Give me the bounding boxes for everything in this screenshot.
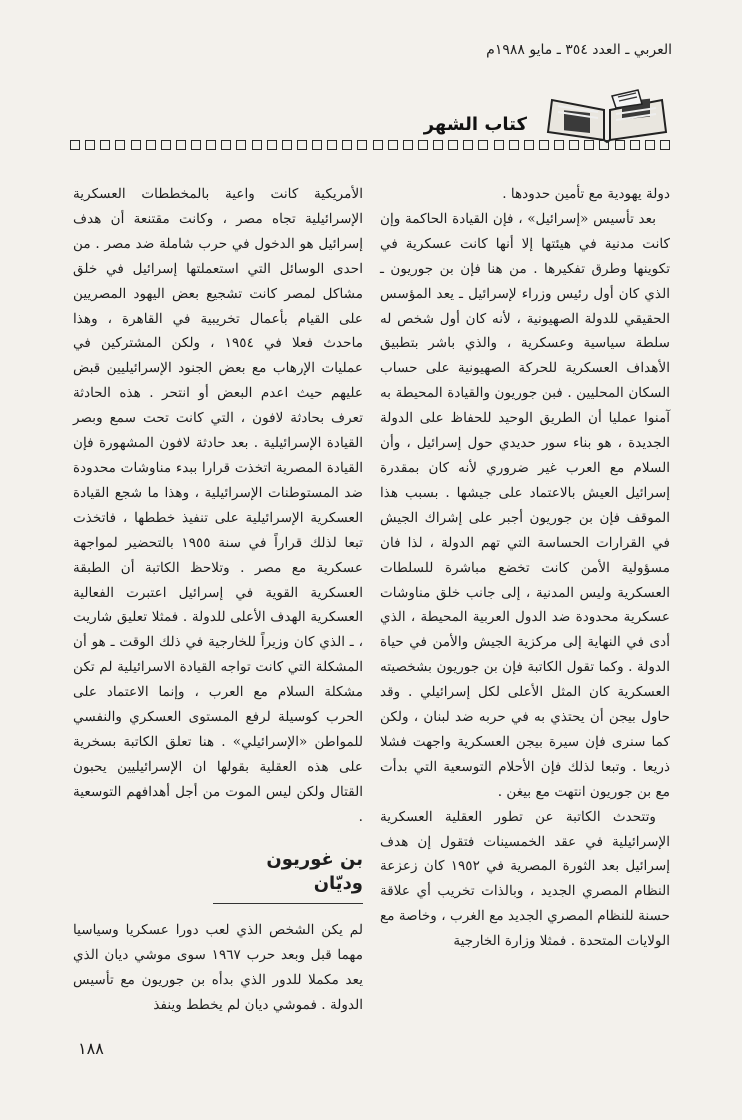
open-book-icon [542,88,672,144]
left-column [73,182,363,1018]
decorative-square [448,140,458,150]
decorative-square [645,140,655,150]
decorative-square [569,140,579,150]
decorative-box-rule [70,140,670,154]
decorative-square [373,140,383,150]
decorative-square [146,140,156,150]
decorative-square [433,140,443,150]
decorative-square [282,140,292,150]
decorative-square [539,140,549,150]
page-number: ١٨٨ [78,1039,104,1058]
decorative-square [584,140,594,150]
section-title: كتاب الشهر [423,114,527,135]
decorative-square [388,140,398,150]
decorative-square [131,140,141,150]
decorative-square [524,140,534,150]
right-column [380,182,670,954]
decorative-square [191,140,201,150]
decorative-square [206,140,216,150]
decorative-square [357,140,367,150]
decorative-square [70,140,80,150]
paragraph: بعد تأسيس «إسرائيل» ، فإن القيادة الحاكمة وإن كانت مدنية في هيئتها إلا أنها كانت عسكرية في تكوينها وطرق تفكيرها . من هنا فإن بن جوريون ـ الذي كان أول رئيس وزراء لإسرائيل ـ يعد المؤسس الحقيقي للدولة الصهيونية ، لأنه كان أول شخص له سلطة سياسية وعسكرية ، والذي باشر بتطبيق الأهداف العسكرية للحركة الصهيونية على حساب السكان المحليين . فبن جوريون والقيادة المحيطة به آمنوا عمليا أن الطريق الوحيد للحفاظ على الدولة الجديدة ، هو بناء سور حديدي حول إسرائيل ، وأن السلام مع العرب غير ضروري لأنه كان بمقدرة إسرائيل العيش بالاعتماد على جيشها . بسبب هذا الموقف فإن بن جوريون أجبر على إشراك الجيش في القرارات الحساسة التي تهم الدولة ، لذا فان مسؤولية الأمن كانت تخضع مباشرة للسلطات العسكرية وليس المدنية ، إلى جانب خلق مناوشات عسكرية محدودة ضد الدول العربية المحيطة ، الذي أدى في النهاية إلى مركزية الجيش والأمن في حياة الدولة . وكما تقول الكاتبة فإن بن جوريون بشخصيته العسكرية كان المثل الأعلى لكل إسرائيلي . وقد حاول بيجن أن يحتذي به في حربه ضد لبنان ، ولكن كما سنرى فإن سيرة بيجن العسكرية واجهت فشلا ذريعا . وتبعا لذلك فإن الأحلام التوسعية التي بدأت مع بن جوريون انتهت مع بيغن . [380,210,670,800]
decorative-square [599,140,609,150]
decorative-square [267,140,277,150]
decorative-square [115,140,125,150]
decorative-square [297,140,307,150]
decorative-square [554,140,564,150]
decorative-square [615,140,625,150]
paragraph: دولة يهودية مع تأمين حدودها . [502,186,670,202]
decorative-square [100,140,110,150]
decorative-square [403,140,413,150]
decorative-square [494,140,504,150]
decorative-square [312,140,322,150]
decorative-square [161,140,171,150]
paragraph: الأمريكية كانت واعية بالمخططات العسكرية الإسرائيلية تجاه مصر ، وكانت مقتنعة أن هدف إسرائيل هو الدخول في حرب شاملة ضد مصر . من احدى الوسائل التي استعملتها إسرائيل في خلق مشاكل لمصر كانت تشجيع بعض اليهود المصريين على القيام بأعمال تخريبية في القاهرة ، وهذا ماحدث فعلا في ١٩٥٤ ، ولكن المشتركين في عمليات الإرهاب مع بعض الجنود الإسرائيليين قبض عليهم حيث اعدم البعض أو انتحر . هذه الحادثة تعرف بحادثة لافون ، التي كانت تحت سمع وبصر القيادة الإسرائيلية . بعد حادثة لافون المشهورة فإن القيادة المصرية اتخذت قرارا ببدء مناوشات محدودة ضد المستوطنات الإسرائيلية ، وهذا ما شجع القيادة العسكرية الإسرائيلية على تنفيذ خططها ، فاتخذت تبعا لذلك قراراً في سنة ١٩٥٥ بالتحضير لمواجهة عسكرية مع مصر . وتلاحظ الكاتبة أن الطبقة العسكرية القوية في إسرائيل اعتبرت الفعالية العسكرية الهدف الأعلى للدولة . فمثلا تعليق شاريت ، ـ الذي كان وزيراً للخارجية في ذلك الوقت ـ هو أن المشكلة التي كانت تواجه القيادة الاسرائيلية لم تكن مشكلة السلام مع العرب ، وإنما الاعتماد على الحرب كوسيلة لرفع المستوى العسكري والنفسي للمواطن «الإسرائيلي» . هنا تعلق الكاتبة بسخرية على هذه العقلية بقولها ان الإسرائيليين يحبون القتال ولكن ليس الموت من أجل أهدافهم التوسعية . [73,186,364,825]
decorative-square [252,140,262,150]
paragraph: وتتحدث الكاتبة عن تطور العقلية العسكرية الإسرائيلية في عقد الخمسينات فتقول إن هدف إسرائيل بعد الثورة المصرية في ١٩٥٢ كان زعزعة النظام المصري الجديد ، وبالذات تخريب أي علاقة حسنة للنظام المصري الجديد مع الغرب ، وخاصة مع الولايات المتحدة . فمثلا وزارة الخارجية [380,808,670,950]
decorative-square [176,140,186,150]
paragraph: لم يكن الشخص الذي لعب دورا عسكريا وسياسيا مهما قبل وبعد حرب ١٩٦٧ سوى موشي ديان الذي يعد مكملا للدور الذي بدأه بن جوريون مع تأسيس الدولة . فموشي ديان لم يخطط وينفذ [73,922,363,1014]
decorative-square [221,140,231,150]
decorative-square [478,140,488,150]
decorative-square [630,140,640,150]
issue-header: العربي ـ العدد ٣٥٤ ـ مايو ١٩٨٨م [486,42,672,58]
decorative-square [509,140,519,150]
decorative-square [342,140,352,150]
decorative-square [236,140,246,150]
decorative-square [660,140,670,150]
decorative-square [418,140,428,150]
decorative-square [85,140,95,150]
decorative-square [463,140,473,150]
decorative-square [327,140,337,150]
subheading: بن غوريون وديّان [213,848,363,905]
